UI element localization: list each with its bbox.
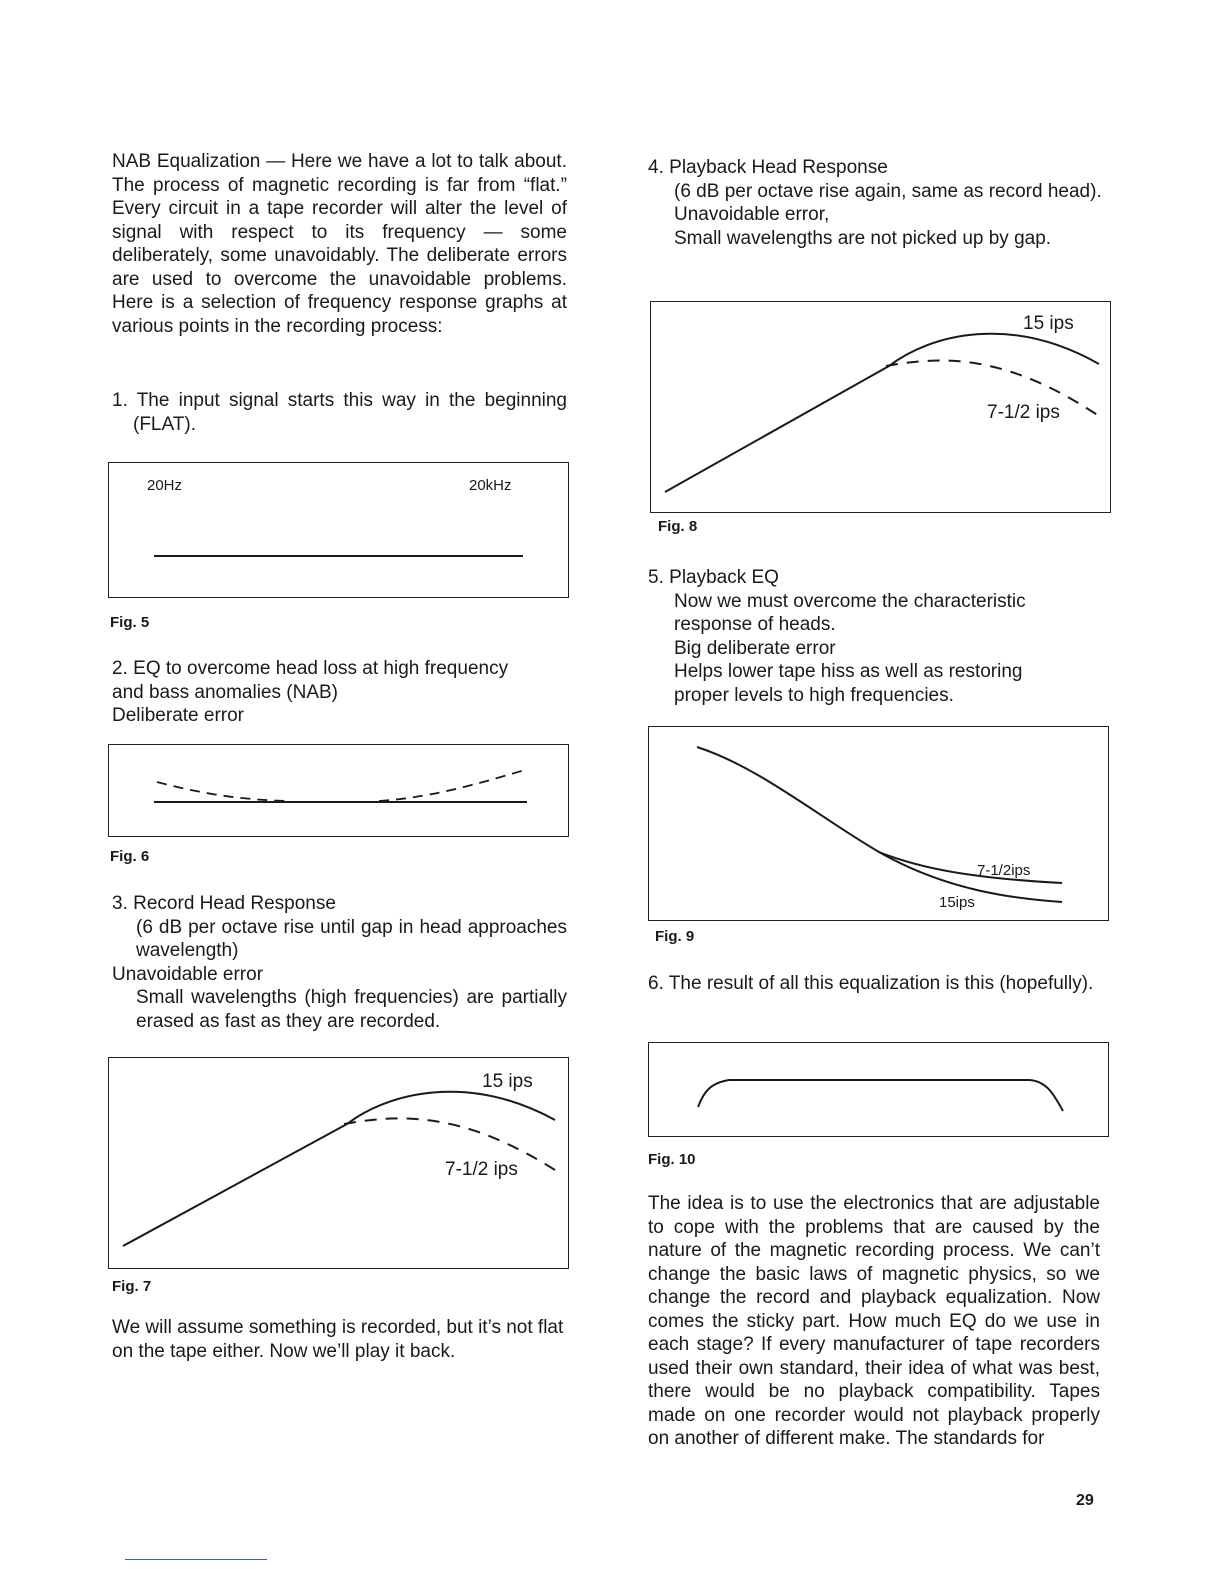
figure-10-result-curve xyxy=(698,1080,1063,1111)
item-2-line1: EQ to overcome head loss at high frequency xyxy=(133,658,509,679)
item-4 xyxy=(648,156,1103,250)
item-6 xyxy=(648,972,1103,996)
figure-7-label-7-5ips: 7-1/2 ips xyxy=(445,1159,518,1180)
item-2-line3: Deliberate error xyxy=(112,705,244,726)
item-5 xyxy=(648,566,1103,707)
figure-8 xyxy=(650,301,1111,513)
item-3-line2: Unavoidable error xyxy=(112,963,264,985)
figure-9-label-7-5ips: 7-1/2ips xyxy=(977,862,1031,879)
item-3-title: Record Head Response xyxy=(133,893,336,914)
figure-7-graph xyxy=(109,1058,568,1268)
item-3-line1: (6 dB per octave rise until gap in head approaches wavelength) xyxy=(136,916,567,961)
item-5-number: 5. xyxy=(648,567,664,588)
figure-8-caption: Fig. 8 xyxy=(658,518,698,535)
figure-5-label-20khz: 20kHz xyxy=(469,477,512,494)
item-1-text: The input signal starts this way in the beginning (FLAT). xyxy=(133,390,568,435)
figure-10-graph xyxy=(649,1043,1108,1136)
figure-6-caption: Fig. 6 xyxy=(110,848,150,865)
item-5-line2: response of heads. xyxy=(674,614,836,635)
left-outro-paragraph: We will assume something is recorded, but it’s not flat on the tape either. Now we’ll play it back. xyxy=(112,1317,564,1362)
figure-8-graph xyxy=(651,302,1110,512)
figure-10-caption: Fig. 10 xyxy=(648,1151,696,1168)
item-5-line3: Big deliberate error xyxy=(674,637,836,659)
figure-9-label-15ips: 15ips xyxy=(939,894,975,911)
figure-5 xyxy=(108,462,569,598)
figure-9-caption: Fig. 9 xyxy=(655,928,695,945)
item-5-line5: proper levels to high frequencies. xyxy=(674,684,954,706)
item-2-line2: and bass anomalies (NAB) xyxy=(112,681,338,703)
item-3 xyxy=(112,892,567,1033)
figure-8-label-7-5ips: 7-1/2 ips xyxy=(987,402,1060,423)
item-5-title: Playback EQ xyxy=(669,567,779,588)
item-3-line3: Small wavelengths (high frequencies) are partially erased as fast as they are recorded. xyxy=(136,987,567,1032)
figure-7-label-15ips: 15 ips xyxy=(482,1071,533,1092)
item-4-title: Playback Head Response xyxy=(669,157,888,178)
figure-6-graph xyxy=(109,745,568,836)
figure-7-caption: Fig. 7 xyxy=(112,1278,152,1295)
figure-9-7-5ips-curve xyxy=(879,852,1062,883)
intro-paragraph: NAB Equalization — Here we have a lot to talk about. The process of magnetic recording is far from “flat.” Every circuit in a tape recorder will alter the level of signal with respect to its frequency — some deliberately, some unavoidably. The deliberate errors are used to overcome the unavoidable problems. Here is a selection of frequency response graphs at various points in the recording process: xyxy=(112,151,567,337)
left-column xyxy=(112,150,567,338)
item-3-number: 3. xyxy=(112,893,128,914)
right-outro xyxy=(648,1192,1100,1451)
footer-rule xyxy=(125,1559,267,1560)
figure-9 xyxy=(648,726,1109,921)
item-4-number: 4. xyxy=(648,157,664,178)
item-1 xyxy=(112,389,567,436)
item-5-line1: Now we must overcome the characteristic xyxy=(674,590,1026,612)
item-2 xyxy=(112,657,572,728)
item-5-line4: Helps lower tape hiss as well as restoring xyxy=(674,661,1023,682)
item-4-line3: Small wavelengths are not picked up by gap. xyxy=(674,227,1052,249)
figure-9-graph xyxy=(649,727,1108,920)
figure-5-caption: Fig. 5 xyxy=(110,614,150,631)
item-6-text: The result of all this equalization is this (hopefully). xyxy=(668,973,1094,994)
figure-8-label-15ips: 15 ips xyxy=(1023,313,1074,334)
item-4-line1: (6 dB per octave rise again, same as record head). xyxy=(674,180,1102,202)
figure-7 xyxy=(108,1057,569,1269)
item-4-line2: Unavoidable error, xyxy=(674,204,830,225)
item-6-number: 6. xyxy=(648,973,664,994)
item-1-number: 1. xyxy=(112,390,128,411)
figure-6-treble-boost-curve xyxy=(379,770,525,801)
figure-6-bass-boost-curve xyxy=(157,782,289,801)
figure-5-graph xyxy=(109,463,568,597)
item-2-number: 2. xyxy=(112,658,128,679)
left-outro xyxy=(112,1316,572,1363)
figure-5-label-20hz: 20Hz xyxy=(147,477,183,494)
figure-10 xyxy=(648,1042,1109,1137)
figure-6 xyxy=(108,744,569,837)
right-outro-paragraph: The idea is to use the electronics that are adjustable to cope with the problems that are caused by the nature of the magnetic recording process. We can’t change the basic laws of magnetic physics, so we change the record and playback equalization. Now comes the sticky part. How much EQ do we use in each stage? If every manufacturer of tape recorders used their own standard, their idea of what was best, there would be no playback compatibility. Tapes made on one recorder would not playback properly on another of different make. The standards for xyxy=(648,1193,1100,1449)
page-number: 29 xyxy=(1076,1492,1094,1509)
